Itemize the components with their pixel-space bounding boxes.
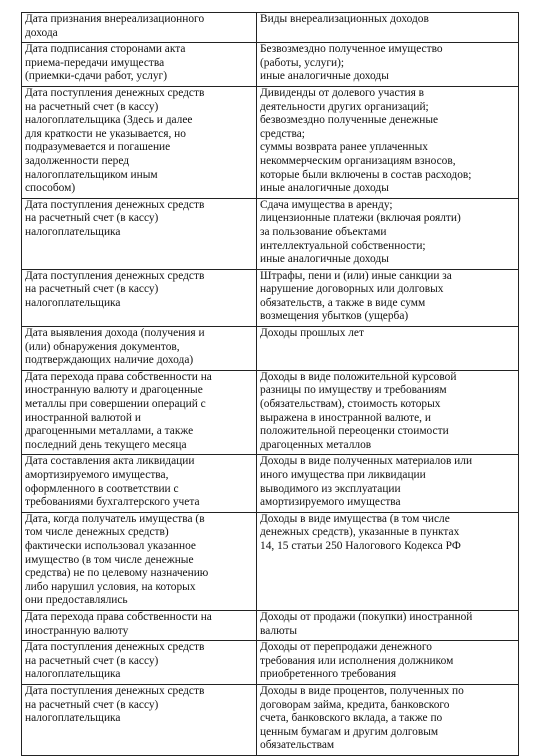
recognition-date-text — [25, 43, 253, 84]
recognition-date-cell — [22, 610, 257, 640]
table-row — [22, 512, 519, 610]
income-type-cell — [257, 327, 519, 371]
text-line: Доходы в виде полученных материалов или — [260, 455, 473, 468]
table-row — [22, 43, 519, 87]
text-line: обязательствам — [260, 739, 335, 752]
text-line: последний день текущего месяца — [25, 438, 187, 451]
table-row — [22, 684, 519, 755]
table-row — [22, 198, 519, 269]
table-row — [22, 610, 519, 640]
recognition-date-text — [25, 513, 253, 608]
text-line: амортизируемого имущества, — [25, 469, 169, 481]
income-type-cell — [257, 512, 519, 610]
table-body — [22, 43, 519, 756]
text-line: безвозмездно полученные денежные — [260, 114, 439, 127]
text-line: приема-передачи имущества — [25, 56, 165, 69]
text-line: средства; — [260, 127, 305, 140]
recognition-date-text — [25, 611, 253, 638]
text-line: денежных средств), указанные в пунктах — [260, 526, 460, 539]
text-line: за пользование объектами — [260, 225, 387, 238]
text-line: иностранной валютой и — [25, 411, 141, 424]
header-recognition-date — [22, 13, 257, 43]
text-line: положительной переоценки стоимости — [260, 425, 449, 438]
income-type-text — [260, 513, 515, 554]
income-type-text — [260, 611, 515, 638]
text-line: на расчетный счет (в кассу) — [25, 654, 159, 667]
text-line: для краткости не указывается, но — [25, 127, 186, 140]
text-line: на расчетный счет (в кассу) — [25, 283, 159, 296]
recognition-date-cell — [22, 641, 257, 685]
text-line: Безвозмездно полученное имущество — [260, 43, 443, 56]
text-line: иностранную валюту — [25, 624, 129, 637]
text-line: Дата поступления денежных средств — [25, 198, 205, 211]
text-line: Штрафы, пени и (или) иные санкции за — [260, 269, 452, 282]
recognition-date-text — [25, 685, 253, 726]
table-row — [22, 641, 519, 685]
income-type-text — [260, 327, 515, 341]
text-line: обязательств, а также в виде сумм — [260, 296, 426, 309]
text-line: требования или исполнения должником — [260, 654, 454, 667]
text-line: иные аналогичные доходы — [260, 182, 389, 195]
income-type-text — [260, 87, 515, 196]
text-line: иные аналогичные доходы — [260, 70, 389, 83]
table-row — [22, 455, 519, 512]
income-type-cell — [257, 684, 519, 755]
text-line: разницы по имуществу и требованиям — [260, 384, 447, 397]
recognition-date-text — [25, 371, 253, 453]
text-line: Дата поступления денежных средств — [25, 86, 205, 99]
text-line: Дата подписания сторонами акта — [25, 43, 186, 56]
income-type-cell — [257, 198, 519, 269]
income-type-text — [260, 270, 515, 324]
text-line: подразумевается и погашение — [25, 141, 171, 154]
text-line: налогоплательщика — [25, 225, 121, 238]
text-line: иного имущества при ликвидации — [260, 469, 426, 481]
text-line: иностранную валюту и драгоценные — [25, 384, 203, 397]
text-line: договорам займа, кредита, банковского — [260, 698, 450, 711]
text-line: на расчетный счет (в кассу) — [25, 212, 159, 225]
text-line: Дата поступления денежных средств — [25, 269, 205, 282]
text-line: Дата перехода права собственности на — [25, 610, 212, 623]
text-line: Дата поступления денежных средств — [25, 641, 205, 654]
table-row — [22, 86, 519, 198]
text-line: (обязательствам), стоимость которых — [260, 398, 441, 411]
income-recognition-table — [21, 12, 519, 756]
text-line: которые были включены в состав расходов; — [260, 168, 472, 181]
text-line: они предоставлялись — [25, 594, 128, 607]
text-line: драгоценных металлов — [260, 438, 372, 451]
text-line: (приемки-сдачи работ, услуг) — [25, 70, 167, 83]
text-line: подтверждающих наличие дохода) — [25, 354, 194, 367]
text-line: налогоплательщика — [25, 712, 121, 725]
text-line: суммы возврата ранее уплаченных — [260, 141, 428, 154]
text-line: фактически использовал указанное — [25, 539, 196, 552]
text-line: оформленного в соответствии с — [25, 482, 179, 495]
recognition-date-text — [25, 327, 253, 368]
text-line: Дата поступления денежных средств — [25, 684, 205, 697]
income-type-cell — [257, 455, 519, 512]
recognition-date-text — [25, 270, 253, 311]
income-type-cell — [257, 43, 519, 87]
text-line: Дивиденды от долевого участия в — [260, 86, 425, 99]
recognition-date-cell — [22, 684, 257, 755]
income-type-text — [260, 371, 515, 453]
text-line: деятельности других организаций; — [260, 100, 429, 113]
recognition-date-text — [25, 641, 253, 682]
text-line: требованиями бухгалтерского учета — [25, 496, 200, 509]
text-line: Сдача имущества в аренду; — [260, 198, 393, 211]
text-line: 14, 15 статьи 250 Налогового Кодекса РФ — [260, 539, 461, 552]
text-line: выражена в иностранной валюте, и — [260, 411, 431, 424]
header-recognition-date-text — [25, 13, 253, 40]
text-line: Дата выявления дохода (получения и — [25, 327, 205, 340]
table-header-row — [22, 13, 519, 43]
income-type-text — [260, 43, 515, 84]
text-line: Доходы в виде процентов, полученных по — [260, 684, 464, 697]
text-line: Доходы от продажи (покупки) иностранной — [260, 610, 473, 623]
text-line: Доходы от перепродажи денежного — [260, 641, 432, 654]
text-line: Доходы в виде положительной курсовой — [260, 370, 457, 383]
text-line: дохода — [25, 26, 58, 39]
table-row — [22, 370, 519, 455]
text-line: возмещения убытков (ущерба) — [260, 310, 409, 323]
text-line: некоммерческим организациям взносов, — [260, 154, 456, 167]
text-line: Дата перехода права собственности на — [25, 370, 212, 383]
text-line: амортизируемого имущества — [260, 496, 401, 509]
text-line: либо нарушил условия, на которых — [25, 580, 196, 593]
text-line: интеллектуальной собственности; — [260, 239, 426, 252]
recognition-date-cell — [22, 198, 257, 269]
recognition-date-cell — [22, 512, 257, 610]
text-line: задолженности перед — [25, 154, 130, 167]
text-line: Дата, когда получатель имущества (в — [25, 512, 205, 525]
income-type-text — [260, 685, 515, 753]
text-line: Доходы прошлых лет — [260, 327, 364, 340]
recognition-date-text — [25, 87, 253, 196]
income-type-cell — [257, 86, 519, 198]
recognition-date-cell — [22, 370, 257, 455]
text-line: лицензионные платежи (включая роялти) — [260, 212, 461, 225]
text-line: приобретенного требования — [260, 668, 397, 681]
text-line: ценным бумагам и другим долговым — [260, 725, 439, 738]
recognition-date-cell — [22, 327, 257, 371]
table-row — [22, 269, 519, 326]
text-line: драгоценными металлами, а также — [25, 425, 194, 438]
recognition-date-text — [25, 199, 253, 240]
text-line: металлы при совершении операций с — [25, 398, 206, 411]
text-line: (или) обнаружения документов, — [25, 340, 180, 353]
header-income-types-text — [260, 13, 515, 27]
text-line: (работы, услуги); — [260, 56, 345, 69]
text-line: валюты — [260, 624, 298, 637]
text-line: том числе денежных средств) — [25, 526, 169, 539]
text-line: на расчетный счет (в кассу) — [25, 698, 159, 711]
recognition-date-cell — [22, 86, 257, 198]
recognition-date-cell — [22, 269, 257, 326]
text-line: имущество (в том числе денежные — [25, 553, 194, 566]
text-line: средства) не по целевому назначению — [25, 567, 209, 580]
table-row — [22, 327, 519, 371]
income-type-cell — [257, 269, 519, 326]
text-line: налогоплательщиком иным — [25, 168, 158, 181]
income-type-text — [260, 641, 515, 682]
text-line: иные аналогичные доходы — [260, 253, 389, 266]
text-line: налогоплательщика (Здесь и далее — [25, 114, 193, 127]
income-type-text — [260, 455, 515, 509]
text-line: налогоплательщика — [25, 296, 121, 309]
income-type-text — [260, 199, 515, 267]
text-line: на расчетный счет (в кассу) — [25, 100, 159, 113]
recognition-date-cell — [22, 455, 257, 512]
income-type-cell — [257, 610, 519, 640]
text-line: Виды внереализационных доходов — [260, 13, 429, 25]
text-line: способом) — [25, 182, 76, 195]
income-type-cell — [257, 370, 519, 455]
text-line: нарушение договорных или долговых — [260, 283, 444, 296]
text-line: выводимого из эксплуатации — [260, 482, 401, 495]
text-line: Дата признания внереализационного — [25, 13, 205, 25]
text-line: налогоплательщика — [25, 668, 121, 681]
recognition-date-text — [25, 455, 253, 509]
text-line: счета, банковского вклада, а также по — [260, 712, 443, 725]
income-recognition-document — [21, 12, 518, 756]
text-line: Дата составления акта ликвидации — [25, 455, 195, 468]
text-line: Доходы в виде имущества (в том числе — [260, 512, 450, 525]
recognition-date-cell — [22, 43, 257, 87]
income-type-cell — [257, 641, 519, 685]
header-income-types — [257, 13, 519, 43]
